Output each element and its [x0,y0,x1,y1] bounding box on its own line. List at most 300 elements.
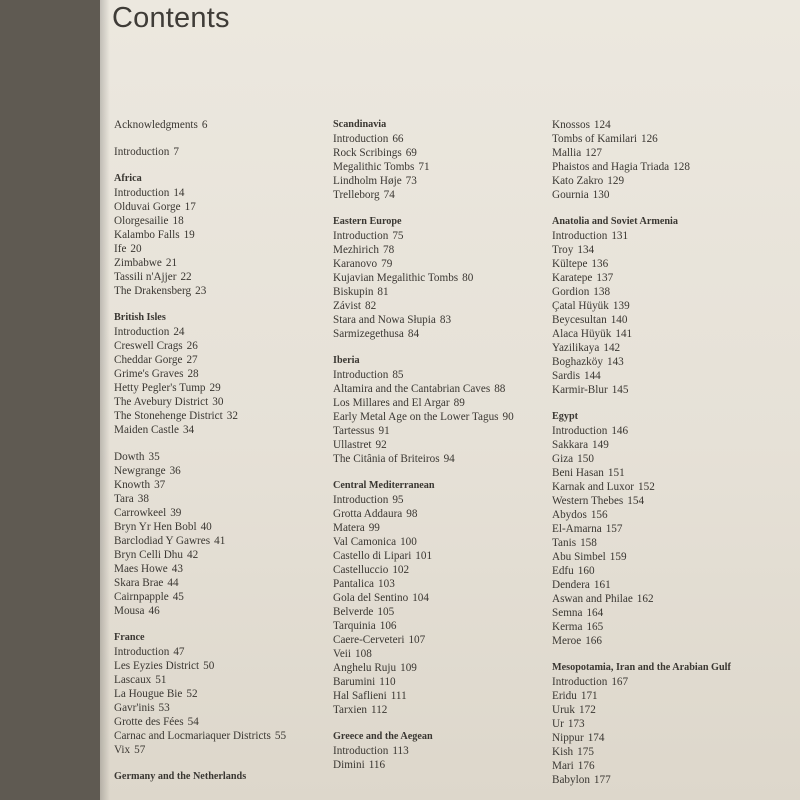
entry-list [552,675,792,787]
entry-list [333,132,563,202]
contents-entry [333,619,563,633]
contents-entry [114,214,344,228]
section-heading: France [114,632,145,643]
entry-title: Pantalica [333,578,375,590]
entry-title: Carnac and Locmariaquer Districts [114,730,271,742]
contents-entry [114,409,344,423]
entry-page-number: 107 [408,634,426,646]
contents-entry [333,382,563,396]
contents-entry [114,228,344,242]
entry-title: Vix [114,744,131,756]
entry-page-number: 24 [173,326,185,338]
entry-page-number: 128 [673,161,690,173]
entry-title: Introduction [114,646,170,658]
entry-title: Karnak and Luxor [552,481,635,493]
entry-title: Çatal Hüyük [552,300,609,312]
contents-entry [552,299,792,313]
entry-page-number: 26 [186,340,198,352]
entry-page-number: 51 [155,674,167,686]
contents-entry [333,174,563,188]
section-heading: Scandinavia [333,119,387,130]
contents-entry [333,438,563,452]
entry-page-number: 28 [187,368,199,380]
entry-page-number: 54 [187,716,199,728]
entry-page-number: 100 [400,536,417,548]
contents-entry [114,548,344,562]
entry-title: Biskupin [333,286,374,298]
entry-list [114,450,344,618]
contents-entry [333,257,563,271]
contents-entry [114,339,344,353]
entry-page-number: 85 [392,369,404,381]
entry-title: Tanis [552,537,577,549]
contents-entry [552,578,792,592]
contents-column-3 [552,118,792,800]
contents-entry [114,284,344,298]
entry-title: Dimini [333,759,365,771]
entry-title: Knossos [552,119,590,131]
entry-title: Introduction [333,133,389,145]
entry-page-number: 7 [173,146,179,158]
contents-entry [552,438,792,452]
contents-entry [114,562,344,576]
section-heading: Mesopotamia, Iran and the Arabian Gulf [552,662,731,673]
entry-title: Introduction [333,369,389,381]
entry-title: Maes Howe [114,563,168,575]
entry-page-number: 111 [390,690,407,702]
entry-page-number: 102 [392,564,410,576]
contents-entry [552,271,792,285]
contents-entry [114,590,344,604]
entry-title: Early Metal Age on the Lower Tagus [333,411,499,423]
contents-entry [552,689,792,703]
entry-title: La Hougue Bie [114,688,183,700]
contents-entry [552,480,792,494]
contents-entry [552,174,792,188]
contents-entry [552,675,792,689]
entry-title: The Avebury District [114,396,209,408]
entry-title: Uruk [552,704,575,716]
contents-entry [114,729,344,743]
entry-title: Barclodiad Y Gawres [114,535,211,547]
contents-entry [552,341,792,355]
contents-entry [552,773,792,787]
entry-title: Ur [552,718,564,730]
contents-entry [114,200,344,214]
entry-list [333,368,563,466]
contents-entry [552,745,792,759]
contents-entry [333,396,563,410]
entry-page-number: 84 [407,328,420,340]
entry-title: Matera [333,522,365,534]
entry-page-number: 36 [169,465,181,477]
entry-title: Gordion [552,286,590,298]
entry-title: Les Eyzies District [114,660,200,672]
contents-entry [552,634,792,648]
entry-page-number: 177 [593,774,611,786]
contents-entry [333,368,563,382]
entry-page-number: 41 [214,535,226,547]
entry-page-number: 165 [586,621,604,633]
entry-list [114,186,344,298]
entry-title: Eridu [552,690,577,702]
entry-page-number: 103 [378,578,395,590]
contents-entry [333,563,563,577]
entry-page-number: 52 [186,688,198,700]
contents-entry [114,423,344,437]
contents-entry [114,353,344,367]
contents-entry [552,536,792,550]
entry-page-number: 140 [610,314,628,326]
contents-entry [552,466,792,480]
entry-title: Dowth [114,451,145,463]
contents-entry [552,313,792,327]
entry-list [552,229,792,397]
entry-page-number: 82 [364,300,377,312]
contents-entry [114,576,344,590]
entry-page-number: 164 [586,607,604,619]
entry-page-number: 37 [154,479,166,491]
entry-page-number: 80 [462,272,474,284]
entry-title: Castelluccio [333,564,389,576]
contents-section [114,145,344,159]
contents-entry [552,160,792,174]
entry-title: Gola del Sentino [333,592,409,604]
section-heading: Egypt [552,411,579,422]
entry-list [114,325,344,437]
entry-title: Babylon [552,774,590,786]
entry-page-number: 30 [212,396,224,408]
entry-page-number: 46 [148,605,160,617]
contents-entry [552,759,792,773]
entry-title: Anghelu Ruju [333,662,397,674]
contents-entry [552,592,792,606]
entry-title: Tarxien [333,704,368,716]
entry-page-number: 174 [587,732,605,744]
section-heading: Anatolia and Soviet Armenia [552,216,678,227]
contents-entry [114,520,344,534]
contents-entry [333,160,563,174]
entry-page-number: 35 [148,451,160,463]
contents-entry [552,146,792,160]
entry-page-number: 78 [382,244,395,256]
entry-page-number: 27 [186,354,198,366]
contents-entry [333,633,563,647]
entry-page-number: 47 [173,646,185,658]
entry-page-number: 157 [605,523,623,535]
entry-page-number: 39 [170,507,182,519]
entry-page-number: 21 [165,257,178,269]
entry-page-number: 19 [183,229,195,241]
entry-title: Tartessus [333,425,375,437]
entry-page-number: 45 [172,591,184,603]
contents-section [552,661,792,787]
entry-title: Introduction [114,146,170,158]
contents-entry [333,549,563,563]
contents-section [333,215,563,341]
entry-title: El-Amarna [552,523,602,535]
entry-page-number: 105 [377,606,395,618]
entry-title: Závist [333,300,361,312]
entry-page-number: 92 [375,439,387,451]
entry-page-number: 20 [130,243,142,255]
entry-title: Phaistos and Hagia Triada [552,161,670,173]
entry-page-number: 101 [415,550,433,562]
entry-title: Belverde [333,606,374,618]
contents-entry [333,243,563,257]
entry-title: Cairnpapple [114,591,169,603]
contents-entry [333,521,563,535]
contents-entry [114,478,344,492]
contents-entry [333,758,563,772]
contents-entry [333,507,563,521]
contents-entry [333,689,563,703]
section-heading: Eastern Europe [333,216,402,227]
contents-entry [333,327,563,341]
contents-entry [333,313,563,327]
contents-entry [114,256,344,270]
contents-entry [114,687,344,701]
entry-page-number: 142 [603,342,621,354]
entry-page-number: 38 [137,493,149,505]
entry-page-number: 32 [226,410,238,422]
entry-page-number: 176 [577,760,595,772]
entry-title: Los Millares and El Argar [333,397,450,409]
entry-title: Meroe [552,635,582,647]
entry-title: Stara and Nowa Słupia [333,314,436,326]
entry-page-number: 129 [607,175,625,187]
contents-entry [114,325,344,339]
contents-entry [552,243,792,257]
entry-title: Rock Scribings [333,147,402,159]
contents-entry [114,534,344,548]
entry-list [114,118,344,132]
entry-page-number: 139 [612,300,630,312]
contents-section [114,770,344,784]
contents-entry [114,645,344,659]
entry-title: Introduction [552,676,608,688]
entry-title: Gournia [552,189,589,201]
entry-page-number: 73 [405,175,417,187]
entry-page-number: 89 [453,397,465,409]
page-title: Contents [112,2,230,34]
entry-title: Introduction [333,745,389,757]
entry-title: Edfu [552,565,574,577]
entry-page-number: 75 [392,230,404,242]
entry-page-number: 172 [579,704,596,716]
entry-title: Abu Simbel [552,551,606,563]
entry-page-number: 81 [377,286,389,298]
contents-entry [114,659,344,673]
contents-section [552,215,792,397]
contents-entry [552,188,792,202]
entry-title: Kerma [552,621,583,633]
contents-entry [114,715,344,729]
contents-section [114,631,344,757]
entry-title: Skara Brae [114,577,164,589]
contents-section [333,479,563,717]
entry-title: Bryn Yr Hen Bobl [114,521,197,533]
contents-section [333,730,563,772]
contents-entry [552,550,792,564]
entry-title: Kujavian Megalithic Tombs [333,272,459,284]
entry-page-number: 42 [187,549,199,561]
entry-page-number: 161 [593,579,611,591]
entry-page-number: 162 [636,593,654,605]
entry-page-number: 126 [640,133,658,145]
contents-entry [552,522,792,536]
entry-title: Castello di Lipari [333,550,412,562]
entry-page-number: 159 [609,551,627,563]
entry-title: Kato Zakro [552,175,604,187]
contents-entry [333,661,563,675]
entry-page-number: 131 [611,230,629,242]
entry-page-number: 154 [627,495,645,507]
contents-entry [333,424,563,438]
contents-entry [333,591,563,605]
contents-entry [114,118,344,132]
entry-title: Bryn Celli Dhu [114,549,183,561]
contents-entry [552,494,792,508]
entry-title: Introduction [333,230,389,242]
entry-page-number: 108 [355,648,372,660]
entry-page-number: 130 [592,189,610,201]
entry-page-number: 109 [400,662,417,674]
entry-title: Gavr'inis [114,702,155,714]
entry-title: Veii [333,648,352,660]
entry-title: Caere-Cerveteri [333,634,405,646]
contents-section [333,118,563,202]
entry-page-number: 95 [392,494,404,506]
entry-title: Carrowkeel [114,507,167,519]
contents-entry [333,675,563,689]
contents-entry [552,257,792,271]
entry-page-number: 152 [638,481,655,493]
entry-list [552,118,792,202]
contents-entry [114,450,344,464]
entry-page-number: 55 [274,730,287,742]
section-heading: British Isles [114,312,166,323]
contents-entry [333,299,563,313]
entry-title: Nippur [552,732,584,744]
contents-entry [333,146,563,160]
entry-title: Tombs of Kamilari [552,133,637,145]
entry-title: Ullastret [333,439,372,451]
entry-list [333,229,563,341]
entry-page-number: 143 [606,356,624,368]
entry-title: Grime's Graves [114,368,184,380]
contents-entry [552,620,792,634]
entry-title: Beni Hasan [552,467,604,479]
contents-entry [552,118,792,132]
entry-title: Mari [552,760,574,772]
entry-page-number: 22 [180,271,192,283]
entry-title: Altamira and the Cantabrian Caves [333,383,491,395]
contents-entry [333,703,563,717]
contents-entry [552,369,792,383]
entry-page-number: 69 [405,147,417,159]
entry-page-number: 156 [590,509,608,521]
entry-title: Grotta Addaura [333,508,403,520]
contents-entry [114,673,344,687]
entry-title: The Stonehenge District [114,410,223,422]
entry-title: Sardis [552,370,580,382]
contents-entry [552,132,792,146]
entry-title: Olduvai Gorge [114,201,181,213]
entry-page-number: 79 [381,258,393,270]
contents-section [552,118,792,202]
entry-page-number: 71 [418,161,430,173]
entry-title: Newgrange [114,465,166,477]
contents-entry [333,271,563,285]
entry-title: Kalambo Falls [114,229,180,241]
entry-page-number: 66 [392,133,404,145]
contents-entry [114,270,344,284]
contents-entry [333,577,563,591]
entry-page-number: 137 [596,272,614,284]
entry-title: Acknowledgments [114,119,198,131]
entry-title: Introduction [114,187,170,199]
contents-entry [333,493,563,507]
entry-title: Knowth [114,479,151,491]
entry-page-number: 171 [580,690,598,702]
entry-title: Karanovo [333,258,378,270]
entry-page-number: 175 [577,746,594,758]
contents-section [114,172,344,298]
entry-list [333,493,563,717]
entry-title: Giza [552,453,574,465]
entry-title: Karatepe [552,272,593,284]
section-heading: Central Mediterranean [333,480,435,491]
entry-page-number: 94 [443,453,455,465]
contents-section [114,450,344,618]
entry-title: Maiden Castle [114,424,179,436]
contents-column-2 [333,118,563,785]
entry-page-number: 14 [173,187,185,199]
entry-title: Beycesultan [552,314,607,326]
entry-title: Trelleborg [333,189,380,201]
entry-title: Cheddar Gorge [114,354,183,366]
entry-page-number: 57 [134,744,146,756]
entry-title: Karmir-Blur [552,384,608,396]
entry-page-number: 138 [593,286,611,298]
entry-page-number: 18 [172,215,184,227]
entry-page-number: 144 [583,370,601,382]
entry-title: Western Thebes [552,495,624,507]
entry-title: Introduction [552,230,608,242]
contents-entry [114,367,344,381]
entry-title: Introduction [552,425,608,437]
contents-entry [333,229,563,243]
entry-title: Val Camonica [333,536,397,548]
entry-title: Barumini [333,676,376,688]
entry-title: Tara [114,493,134,505]
section-heading: Africa [114,173,142,184]
entry-title: Mousa [114,605,145,617]
entry-title: Abydos [552,509,587,521]
contents-entry [333,132,563,146]
entry-page-number: 136 [591,258,609,270]
entry-page-number: 146 [611,425,629,437]
entry-page-number: 90 [502,411,514,423]
entry-title: Dendera [552,579,590,591]
entry-page-number: 104 [412,592,429,604]
entry-title: The Citânia of Briteiros [333,453,440,465]
section-heading: Germany and the Netherlands [114,771,247,782]
contents-entry [114,242,344,256]
contents-section [552,410,792,648]
contents-entry [114,395,344,409]
